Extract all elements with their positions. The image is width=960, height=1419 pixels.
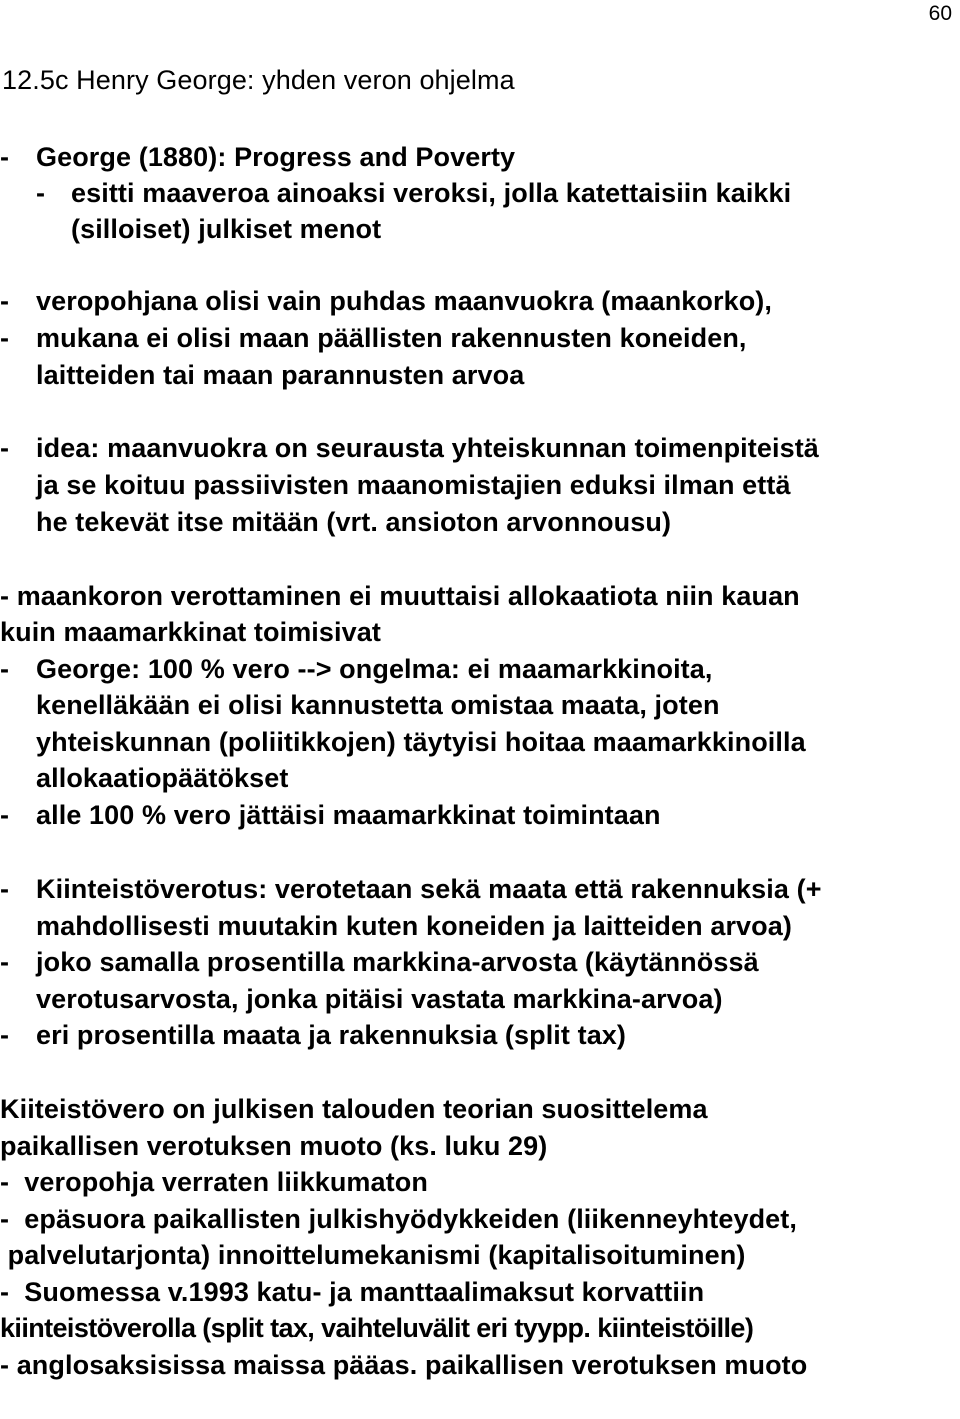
line-text: allokaatiopäätökset bbox=[36, 763, 289, 793]
bullet-dash: - bbox=[0, 874, 10, 904]
heading-text: 12.5c Henry George: yhden veron ohjelma bbox=[2, 65, 515, 95]
line-text: - veropohja verraten liikkumaton bbox=[0, 1167, 428, 1197]
line-text: joko samalla prosentilla markkina-arvosta (käytännössä bbox=[36, 947, 759, 977]
line-text: (silloiset) julkiset menot bbox=[71, 214, 382, 244]
text-line-6 bbox=[0, 357, 525, 429]
bullet-dash: - bbox=[0, 433, 10, 463]
page-number: 60 bbox=[928, 2, 952, 25]
bullet-dash: - bbox=[0, 323, 10, 353]
line-text: mukana ei olisi maan päällisten rakennusten koneiden, bbox=[36, 323, 747, 353]
line-text: kuin maamarkkinat toimisivat bbox=[0, 617, 381, 647]
line-text: he tekevät itse mitään (vrt. ansioton arvonnousu) bbox=[36, 507, 672, 537]
line-text: mahdollisesti muutakin kuten koneiden ja laitteiden arvoa) bbox=[36, 911, 792, 941]
bullet-dash: - bbox=[36, 178, 46, 208]
bullet-dash: - bbox=[0, 947, 10, 977]
line-text: esitti maaveroa ainoaksi veroksi, jolla katettaisiin kaikki bbox=[71, 178, 792, 208]
text-line-9 bbox=[0, 504, 672, 576]
line-text: alle 100 % vero jättäisi maamarkkinat toimintaan bbox=[36, 800, 661, 830]
bullet-dash: - bbox=[0, 654, 10, 684]
section-heading bbox=[0, 62, 515, 134]
line-text: palvelutarjonta) innoittelumekanismi (kapitalisoituminen) bbox=[0, 1240, 746, 1270]
line-text: veropohjana olisi vain puhdas maanvuokra (maankorko), bbox=[36, 286, 773, 316]
line-text: yhteiskunnan (poliitikkojen) täytyisi hoitaa maamarkkinoilla bbox=[36, 727, 806, 757]
line-text: kiinteistöverolla (split tax, vaihteluvälit eri tyypp. kiinteistöille) bbox=[0, 1313, 754, 1343]
line-text: George: 100 % vero --> ongelma: ei maamarkkinoita, bbox=[36, 654, 713, 684]
line-text: kenelläkään ei olisi kannustetta omistaa maata, joten bbox=[36, 690, 720, 720]
line-text: - anglosaksisissa maissa pääas. paikallisen verotuksen muoto bbox=[0, 1350, 808, 1380]
text-line-3 bbox=[0, 211, 382, 283]
line-text: laitteiden tai maan parannusten arvoa bbox=[36, 360, 525, 390]
line-text: idea: maanvuokra on seurausta yhteiskunnan toimenpiteistä bbox=[36, 433, 819, 463]
line-text: - Suomessa v.1993 katu- ja manttaalimaksut korvattiin bbox=[0, 1277, 705, 1307]
line-text: Kiiteistövero on julkisen talouden teorian suosittelema bbox=[0, 1094, 708, 1124]
text-line-29 bbox=[0, 1347, 808, 1419]
bullet-dash: - bbox=[0, 1020, 10, 1050]
line-text: ja se koituu passiivisten maanomistajien eduksi ilman että bbox=[36, 470, 791, 500]
line-text: George (1880): Progress and Poverty bbox=[36, 142, 516, 172]
line-text: Kiinteistöverotus: verotetaan sekä maata että rakennuksia (+ bbox=[36, 874, 822, 904]
line-text: - maankoron verottaminen ei muuttaisi allokaatiota niin kauan bbox=[0, 581, 800, 611]
line-text: eri prosentilla maata ja rakennuksia (split tax) bbox=[36, 1020, 627, 1050]
line-text: - epäsuora paikallisten julkishyödykkeiden (liikenneyhteydet, bbox=[0, 1204, 797, 1234]
bullet-dash: - bbox=[0, 142, 10, 172]
bullet-dash: - bbox=[0, 286, 10, 316]
line-text: verotusarvosta, jonka pitäisi vastata markkina-arvoa) bbox=[36, 984, 723, 1014]
line-text: paikallisen verotuksen muoto (ks. luku 29) bbox=[0, 1131, 548, 1161]
bullet-dash: - bbox=[0, 800, 10, 830]
